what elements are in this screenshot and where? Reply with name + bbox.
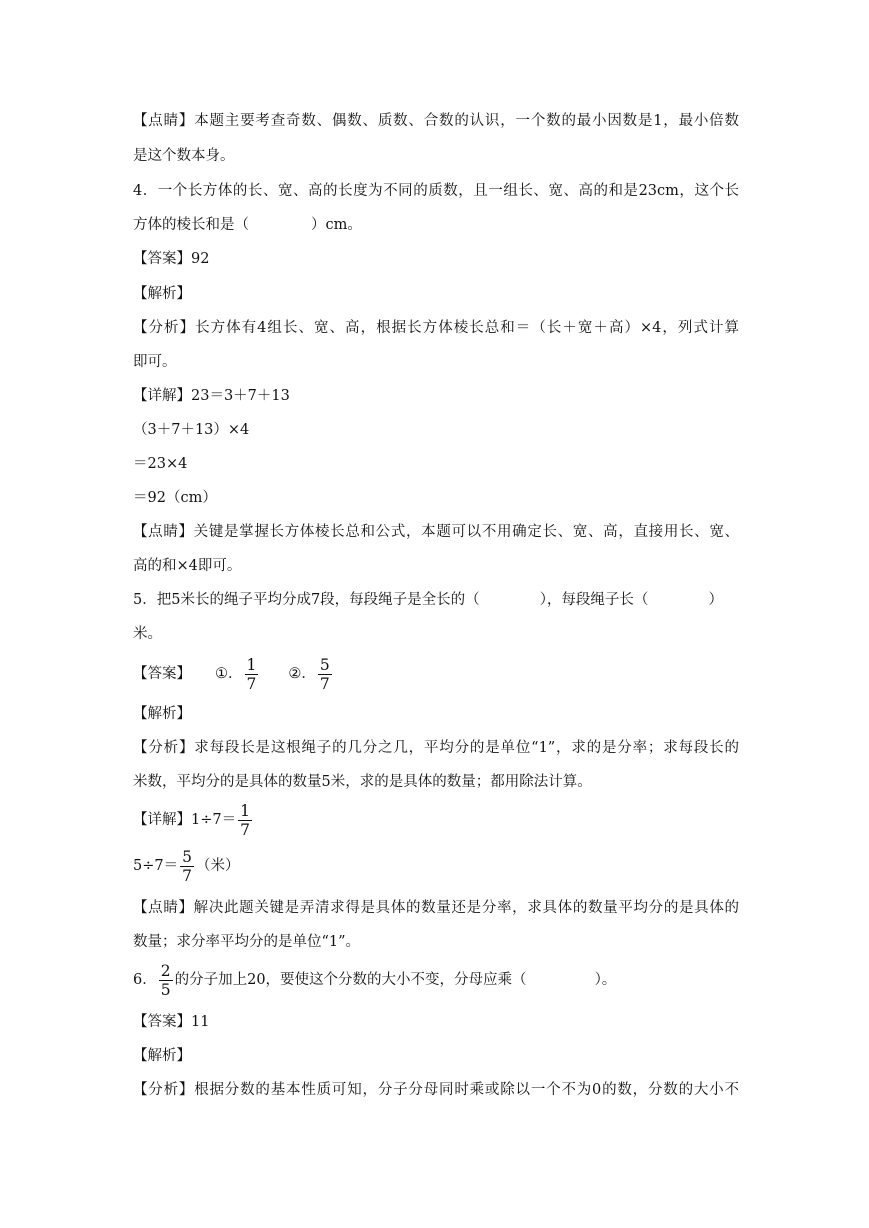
q5-answer — [133, 654, 739, 698]
q4-xiangjie-line2: （3＋7＋13）×4 — [133, 422, 250, 438]
q5-xiangjie-text-1: 【详解】1÷7＝ — [133, 812, 237, 828]
q5-answer-fraction-2: $\frac{5}{7}$ — [319, 655, 330, 693]
q4-dianjing-line1: 【点睛】关键是掌握长方体棱长总和公式，本题可以不用确定长、宽、高，直接用长、宽、 — [133, 524, 739, 540]
q3-dianjing-line1: 【点睛】本题主要考查奇数、偶数、质数、合数的认识，一个数的最小因数是1，最小倍数 — [133, 113, 739, 129]
q5-answer-mark-2: ②． — [288, 666, 316, 682]
q4-question-unit: ）cm。 — [311, 217, 362, 233]
q5-xiangjie-text-2: 5÷7＝ — [133, 858, 179, 874]
q5-question-text-b: ），每段绳子长（ — [539, 592, 649, 608]
q6-answer: 【答案】11 — [133, 1014, 210, 1030]
q4-jiexi-heading: 【解析】 — [133, 286, 191, 302]
q6-jiexi-heading: 【解析】 — [133, 1048, 191, 1064]
q5-xiangjie-line2 — [133, 846, 739, 890]
q4-fenxi-line1: 【分析】长方体有4组长、宽、高，根据长方体棱长总和＝（长＋宽＋高）×4，列式计算 — [133, 320, 739, 336]
q5-answer-mark-1: ①． — [215, 666, 243, 682]
q5-answer-fraction-1: $\frac{1}{7}$ — [246, 655, 257, 693]
q5-question-text-c: ） — [708, 592, 723, 608]
q6-fraction: $\frac{2}{5}$ — [160, 961, 171, 999]
q5-dianjing-line2: 数量；求分率平均分的是单位“1”。 — [133, 934, 361, 950]
q5-xiangjie-line1 — [133, 800, 739, 844]
q6-question — [133, 960, 739, 1004]
q5-answer-label: 【答案】 — [133, 666, 191, 682]
q6-fenxi-line1: 【分析】根据分数的基本性质可知，分子分母同时乘或除以一个不为0的数，分数的大小不 — [133, 1082, 739, 1098]
q5-question-text-a: 5．把5米长的绳子平均分成7段，每段绳子是全长的（ — [133, 592, 480, 608]
q5-xiangjie-unit: （米） — [195, 858, 240, 874]
q4-question-line2 — [133, 215, 739, 235]
q6-number: 6． — [133, 972, 157, 988]
q4-question-line1: 4．一个长方体的长、宽、高的长度为不同的质数，且一组长、宽、高的和是23cm，这个长 — [133, 183, 739, 199]
q5-xiangjie-fraction-2: $\frac{5}{7}$ — [182, 847, 192, 885]
q4-dianjing-line2: 高的和×4即可。 — [133, 558, 242, 574]
q6-question-text: 的分子加上20，要使这个分数的大小不变，分母应乘（ — [174, 972, 527, 988]
q5-jiexi-heading: 【解析】 — [133, 706, 191, 722]
q4-xiangjie-line4: ＝92（cm） — [133, 490, 217, 506]
q5-fenxi-line2: 米数，平均分的是具体的数量5米，求的是具体的数量；都用除法计算。 — [133, 774, 592, 790]
q4-fenxi-line2: 即可。 — [133, 354, 177, 370]
q3-dianjing-line2: 是这个数本身。 — [133, 148, 235, 164]
q5-dianjing-line1: 【点睛】解决此题关键是弄清求得是具体的数量还是分率，求具体的数量平均分的是具体的 — [133, 900, 739, 916]
q4-answer: 【答案】92 — [133, 251, 210, 267]
q4-question-text: 方体的棱长和是（ — [133, 217, 249, 233]
q6-question-end: ）。 — [594, 972, 617, 988]
q4-xiangjie-line3: ＝23×4 — [133, 456, 188, 472]
q5-xiangjie-fraction-1: $\frac{1}{7}$ — [240, 801, 250, 839]
q4-xiangjie-line1: 【详解】23＝3＋7＋13 — [133, 388, 290, 404]
q5-fenxi-line1: 【分析】求每段长是这根绳子的几分之几，平均分的是单位“1”，求的是分率；求每段长的 — [133, 740, 739, 756]
q5-question-line2: 米。 — [133, 626, 162, 642]
q5-question-line1 — [133, 590, 739, 610]
